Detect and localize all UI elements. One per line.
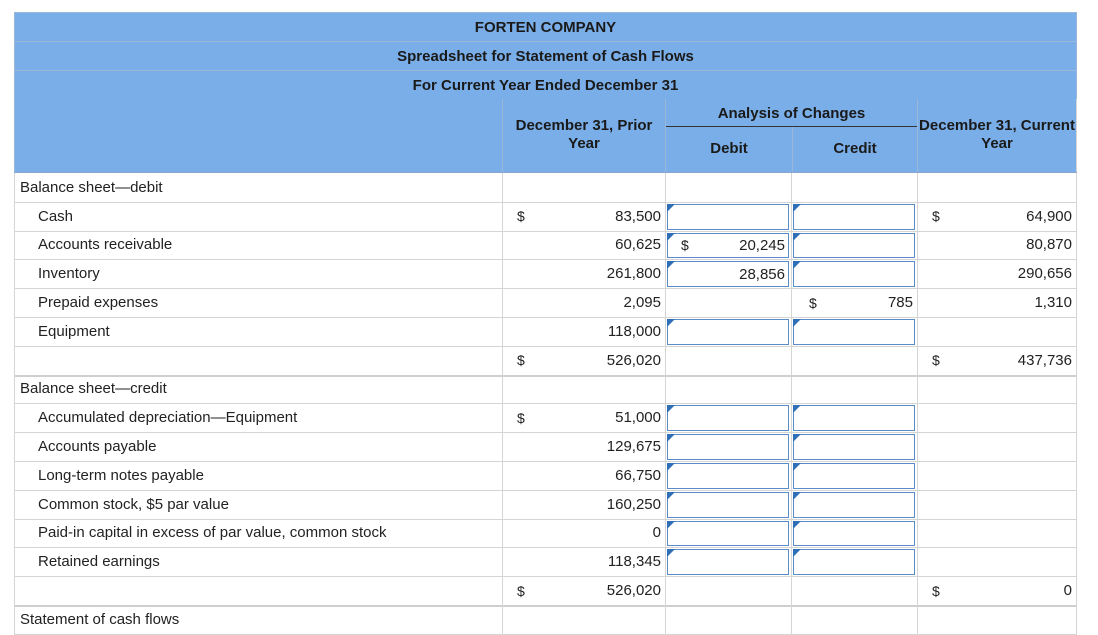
debit-entry-input[interactable] xyxy=(667,261,789,287)
label-cell xyxy=(14,403,502,432)
prior-year-value: 118,000 xyxy=(607,322,661,340)
current-cell xyxy=(917,173,1077,202)
header-debit-credit-divider xyxy=(792,127,793,172)
label-cell xyxy=(14,605,502,634)
prior-cell xyxy=(502,490,665,519)
credit-cell xyxy=(791,231,917,260)
header-analysis-label: Analysis of Changes xyxy=(717,105,866,122)
debit-cell xyxy=(665,403,791,432)
debit-entry-input[interactable] xyxy=(667,492,789,518)
debit-entry-input[interactable] xyxy=(667,405,789,431)
current-cell xyxy=(917,576,1077,605)
debit-cell xyxy=(665,317,791,346)
debit-cell xyxy=(665,519,791,548)
debit-cell xyxy=(665,288,791,317)
header-credit-label: Credit xyxy=(833,140,877,157)
current-year-value: 1,310 xyxy=(1034,294,1072,312)
prior-cell xyxy=(502,461,665,490)
currency-sign: $ xyxy=(681,237,689,254)
prior-cell xyxy=(502,202,665,231)
credit-cell xyxy=(791,317,917,346)
section-credit-row xyxy=(14,375,1077,405)
prior-year-value: 160,250 xyxy=(606,495,661,513)
credit-cell xyxy=(791,605,917,634)
credit-entry-input[interactable] xyxy=(793,204,915,230)
period-title: For Current Year Ended December 31 xyxy=(14,70,1077,99)
current-cell xyxy=(917,231,1077,260)
credit-cell xyxy=(791,173,917,202)
prior-year-value: 2,095 xyxy=(623,294,661,312)
account-label: Accumulated depreciation—Equipment xyxy=(38,409,298,427)
debit-cell xyxy=(665,173,791,202)
header-current-label: December 31, Current Year xyxy=(919,117,1075,152)
current-year-value: 80,870 xyxy=(1026,236,1072,254)
prior-cell xyxy=(502,576,665,605)
debit-cell xyxy=(665,490,791,519)
current-currency-sign: $ xyxy=(932,208,940,225)
debit-cell xyxy=(665,461,791,490)
credit-total-row xyxy=(14,576,1077,607)
prior-total-value: 526,020 xyxy=(606,351,661,369)
prior-total-value: 526,020 xyxy=(606,582,661,600)
debit-entry-input[interactable] xyxy=(667,434,789,460)
credit-cell xyxy=(791,346,917,375)
label-cell xyxy=(14,375,502,404)
debit-cell xyxy=(665,346,791,375)
credit-entry-input[interactable] xyxy=(793,405,915,431)
debit-entry-input[interactable] xyxy=(667,521,789,547)
credit-row-2 xyxy=(14,461,1077,491)
credit-entry-input[interactable] xyxy=(793,463,915,489)
prior-year-value: 83,500 xyxy=(615,207,661,225)
account-label: Long-term notes payable xyxy=(38,466,204,484)
current-cell xyxy=(917,432,1077,461)
current-cell xyxy=(917,605,1077,634)
header-debit-label: Debit xyxy=(710,140,748,157)
label-cell xyxy=(14,432,502,461)
credit-row-5 xyxy=(14,547,1077,577)
prior-total-currency-sign: $ xyxy=(517,582,525,599)
prior-cell xyxy=(502,605,665,634)
current-total-value: 437,736 xyxy=(1017,351,1072,369)
section-cash-flows-row xyxy=(14,605,1077,635)
credit-entry-input[interactable] xyxy=(793,549,915,575)
credit-cell xyxy=(791,403,917,432)
company-title: FORTEN COMPANY xyxy=(14,12,1077,41)
credit-row-0 xyxy=(14,403,1077,433)
credit-value: 785 xyxy=(887,294,913,312)
current-total-currency-sign: $ xyxy=(932,582,940,599)
current-total-currency-sign: $ xyxy=(932,352,940,369)
prior-cell xyxy=(502,259,665,288)
debit-total-row xyxy=(14,346,1077,377)
label-cell xyxy=(14,173,502,202)
credit-cell xyxy=(791,490,917,519)
credit-cell xyxy=(791,576,917,605)
prior-cell xyxy=(502,375,665,404)
credit-entry-input[interactable] xyxy=(793,261,915,287)
debit-row-0 xyxy=(14,202,1077,232)
current-cell xyxy=(917,403,1077,432)
debit-entry-input[interactable] xyxy=(667,319,789,345)
label-cell xyxy=(14,547,502,576)
credit-entry-input[interactable] xyxy=(793,521,915,547)
credit-row-4 xyxy=(14,519,1077,549)
credit-cell xyxy=(791,288,917,317)
debit-cell xyxy=(665,202,791,231)
prior-cell xyxy=(502,432,665,461)
debit-entry-input[interactable] xyxy=(667,463,789,489)
entry-value: 20,245 xyxy=(739,236,785,254)
credit-cell xyxy=(791,461,917,490)
cash-flow-spreadsheet xyxy=(14,12,1077,628)
prior-currency-sign: $ xyxy=(517,208,525,225)
current-cell xyxy=(917,490,1077,519)
label-cell xyxy=(14,576,502,605)
label-cell xyxy=(14,259,502,288)
prior-year-value: 66,750 xyxy=(615,466,661,484)
header-analysis xyxy=(665,99,917,172)
column-header-row xyxy=(14,99,1077,173)
header-prior-label: December 31, Prior Year xyxy=(515,117,653,152)
section-credit-label: Balance sheet—credit xyxy=(20,380,167,398)
debit-cell xyxy=(665,576,791,605)
prior-cell xyxy=(502,547,665,576)
current-cell xyxy=(917,519,1077,548)
credit-entry-input[interactable] xyxy=(793,319,915,345)
debit-cell xyxy=(665,259,791,288)
account-label: Accounts payable xyxy=(38,438,157,456)
current-cell xyxy=(917,346,1077,375)
header-blank xyxy=(14,99,502,172)
current-cell xyxy=(917,288,1077,317)
current-cell xyxy=(917,259,1077,288)
prior-cell xyxy=(502,317,665,346)
credit-entry-input[interactable] xyxy=(793,434,915,460)
label-cell xyxy=(14,346,502,375)
current-year-value: 64,900 xyxy=(1026,207,1072,225)
current-cell xyxy=(917,375,1077,404)
account-label: Cash xyxy=(38,207,74,225)
section-cash-flows-label: Statement of cash flows xyxy=(20,610,180,628)
account-label: Prepaid expenses xyxy=(38,294,159,312)
account-label: Paid-in capital in excess of par value, common stock xyxy=(38,524,387,542)
debit-row-3 xyxy=(14,288,1077,318)
entry-value: 28,856 xyxy=(739,265,785,283)
credit-cell xyxy=(791,432,917,461)
prior-year-value: 0 xyxy=(652,524,661,542)
debit-row-1 xyxy=(14,231,1077,261)
prior-year-value: 60,625 xyxy=(615,236,661,254)
current-cell xyxy=(917,461,1077,490)
label-cell xyxy=(14,288,502,317)
section-debit-row xyxy=(14,173,1077,203)
label-cell xyxy=(14,490,502,519)
label-cell xyxy=(14,202,502,231)
header-current-year xyxy=(917,99,1077,172)
current-cell xyxy=(917,317,1077,346)
current-cell xyxy=(917,547,1077,576)
credit-row-3 xyxy=(14,490,1077,520)
prior-cell xyxy=(502,403,665,432)
prior-cell xyxy=(502,519,665,548)
debit-cell xyxy=(665,231,791,260)
debit-row-2 xyxy=(14,259,1077,289)
prior-cell xyxy=(502,346,665,375)
current-year-value: 290,656 xyxy=(1017,265,1072,283)
statement-title: Spreadsheet for Statement of Cash Flows xyxy=(14,41,1077,70)
account-label: Inventory xyxy=(38,265,100,283)
debit-entry-input[interactable] xyxy=(667,233,789,259)
header-prior-year xyxy=(502,99,665,172)
debit-row-4 xyxy=(14,317,1077,347)
label-cell xyxy=(14,317,502,346)
debit-cell xyxy=(665,547,791,576)
debit-entry-input[interactable] xyxy=(667,549,789,575)
credit-cell xyxy=(791,202,917,231)
prior-cell xyxy=(502,231,665,260)
prior-cell xyxy=(502,173,665,202)
credit-currency-sign: $ xyxy=(809,294,817,311)
prior-year-value: 51,000 xyxy=(615,409,661,427)
credit-cell xyxy=(791,519,917,548)
prior-year-value: 261,800 xyxy=(606,265,661,283)
label-cell xyxy=(14,461,502,490)
prior-cell xyxy=(502,288,665,317)
credit-row-1 xyxy=(14,432,1077,462)
current-cell xyxy=(917,202,1077,231)
debit-entry-input[interactable] xyxy=(667,204,789,230)
current-total-value: 0 xyxy=(1063,582,1072,600)
label-cell xyxy=(14,231,502,260)
credit-entry-input[interactable] xyxy=(793,492,915,518)
credit-cell xyxy=(791,547,917,576)
account-label: Common stock, $5 par value xyxy=(38,495,229,513)
credit-cell xyxy=(791,259,917,288)
credit-entry-input[interactable] xyxy=(793,233,915,259)
prior-year-value: 129,675 xyxy=(606,438,661,456)
debit-cell xyxy=(665,432,791,461)
debit-cell xyxy=(665,605,791,634)
prior-currency-sign: $ xyxy=(517,409,525,426)
debit-cell xyxy=(665,375,791,404)
credit-cell xyxy=(791,375,917,404)
label-cell xyxy=(14,519,502,548)
prior-year-value: 118,345 xyxy=(607,553,661,571)
account-label: Equipment xyxy=(38,322,110,340)
section-debit-label: Balance sheet—debit xyxy=(20,178,163,196)
account-label: Accounts receivable xyxy=(38,236,173,254)
account-label: Retained earnings xyxy=(38,553,160,571)
prior-total-currency-sign: $ xyxy=(517,352,525,369)
